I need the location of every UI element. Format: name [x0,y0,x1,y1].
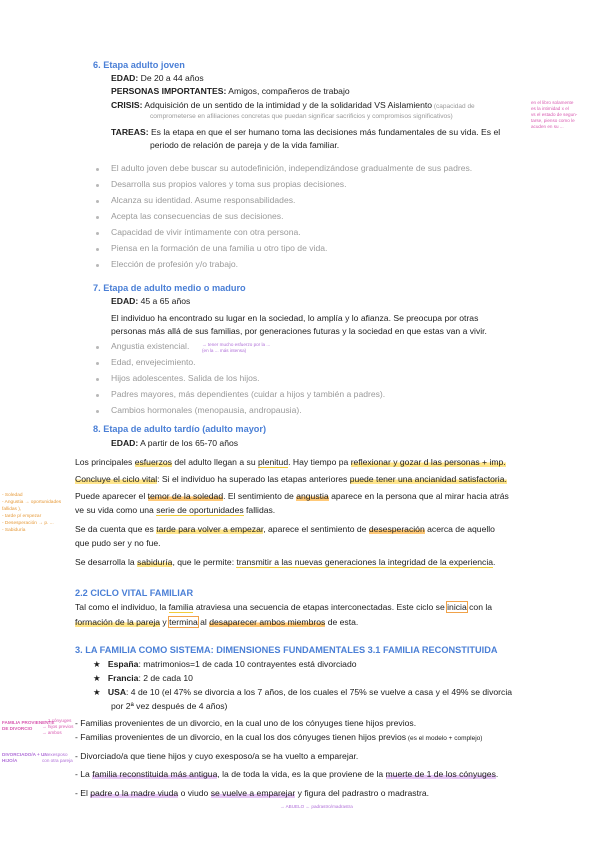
star-item-espana: ★ España: matrimonios=1 de cada 10 contrayentes está divorciado [93,659,357,669]
para-plenitud: Los principales esfuerzos del adulto llegan a su plenitud. Hay tiempo pa reflexionar y gozar d las personas + imp. [75,457,506,467]
para-desesperacion-cont: que pudo ser y no fue. [75,538,161,548]
familia-d1: - Familias provenientes de un divorcio, en la cual uno de los cónyuges tiene hijos previos. [75,718,417,728]
para-desesperacion: Se da cuenta que es tarde para volver a empezar, aparece el sentimiento de desesperación acerca de aquello [75,524,495,534]
left-note-divorciado: DIVORCIADO/A + UN HIJO/A [2,752,48,763]
list-item: Piensa en la formación de una familia u otro tipo de vida. [111,243,328,253]
para-soledad-cont: ve su vida como una serie de oportunidades fallidas. [75,505,276,515]
star-item-francia: ★ Francia: 2 de cada 10 [93,673,193,683]
familia-d5: - El padre o la madre viuda o viudo se vuelve a emparejar y figura del padrastro o madrastra. [75,788,429,798]
familia-title: 3. LA FAMILIA COMO SISTEMA: DIMENSIONES FUNDAMENTALES 3.1 FAMILIA RECONSTITUIDA [75,645,498,655]
s6-tareas: TAREAS: Es la etapa en que el ser humano toma las decisiones más fundamentales de su vida. Es el [111,127,501,137]
list-item: Acepta las consecuencias de sus decisiones. [111,211,284,221]
para-ciclo-vital: Concluye el ciclo vital: Si el individuo ha superado las etapas anteriores puede tener una ancianidad satisfactoria. [75,474,507,484]
usa-cont: por 2ª vez después de 4 años) [111,701,228,711]
s6-crisis: CRISIS: Adquisición de un sentido de la intimidad y de la solidaridad VS Aislamiento (capacidad de [111,100,475,110]
list-item: Padres mayores, más dependientes (cuidar a hijos y también a padres). [111,389,386,399]
ciclo-vital-p1: Tal como el individuo, la familia atraviesa una secuencia de etapas interconectadas. Este ciclo se inicia con la [75,602,493,612]
para-soledad: Puede aparecer el temor de la soledad. El sentimiento de angustia aparece en la persona que al mirar hacia atrás [75,491,509,501]
list-item: Desarrolla sus propios valores y toma sus propias decisiones. [111,179,347,189]
s6-margin-note: en el libro solamente es la intimidad x el vs el estado de segun- tarse, pienso como le acuden en su ... [531,100,578,129]
list-item: El adulto joven debe buscar su autodefinición, independizándose gradualmente de sus padres. [111,163,473,173]
para-sabiduria: Se desarrolla la sabiduría, que le permite: transmitir a las nuevas generaciones la integridad de la experiencia. [75,557,496,567]
ciclo-vital-title: 2.2 CICLO VITAL FAMILIAR [75,588,194,598]
left-note-familia-divorcio-detail: → 1 cónyuges → hijos previos → ambos [42,718,74,735]
s6-crisis-cont: comprometerse en afiliaciones concretas que puedan significar sacrificios y compromisos significativos) [150,113,453,120]
list-item: Elección de profesión y/o trabajo. [111,259,239,269]
s7-edad: EDAD: 45 a 65 años [111,296,191,306]
familia-d3: - Divorciado/a que tiene hijos y cuyo exesposo/a se ha vuelto a emparejar. [75,751,359,761]
familia-d2: - Familias provenientes de un divorcio, en la cual los dos cónyuges tienen hijos previos (es el modelo + complejo) [75,732,483,742]
list-item: Cambios hormonales (menopausia, andropausia). [111,405,302,415]
s6-personas: PERSONAS IMPORTANTES: Amigos, compañeros de trabajo [111,86,350,96]
list-item: Alcanza su identidad. Asume responsabilidades. [111,195,296,205]
familia-d4: - La familia reconstituida más antigua, la de toda la vida, es la que proviene de la muerte de 1 de los cónyuges. [75,769,499,779]
section-6-title: 6. Etapa adulto joven [93,60,185,70]
section-7-title: 7. Etapa de adulto medio o maduro [93,283,246,293]
s7-p1: El individuo ha encontrado su lugar en la sociedad, lo amplía y lo afianza. Se preocupa por otras [111,313,479,323]
section-8-title: 8. Etapa de adulto tardío (adulto mayor) [93,424,267,434]
s7-p2: personas más allá de sus familias, por generaciones futuras y la sociedad en que estas van a vivir. [111,326,487,336]
bottom-note-abuelo: → ABUELO ← padrastro/madrastra [280,804,353,809]
list-item: Hijos adolescentes. Salida de los hijos. [111,373,260,383]
left-note-familia-divorcio: FAMILIA PROVIENENTE DE DIVORCIO [2,720,55,731]
s6-tareas-cont: periodo de relación de pareja y de la vida familiar. [150,140,340,150]
list-item: Angustia existencial. [111,341,190,351]
star-item-usa: ★ USA: 4 de 10 (el 47% se divorcia a los 7 años, de los cuales el 75% se vuelve a casa y el 49% se divorcia [93,687,513,697]
left-margin-notes: - Soledad - Angustia → oportunidades fallidas ), - tarde p/ empezar - Desesperación → p. ... - Sabiduría [2,493,62,533]
left-note-divorciado-detail: → exesposo con otra pareja [42,752,73,763]
s8-edad: EDAD: A partir de los 65-70 años [111,438,239,448]
list-item: Edad, envejecimiento. [111,357,196,367]
ciclo-vital-p2: formación de la pareja y termina al desaparecer ambos miembros de esta. [75,617,359,627]
s7-angustia-note: → tener mucho esfuerzo por la ... (en la ... más intensa) [202,342,271,353]
s6-edad: EDAD: De 20 a 44 años [111,73,204,83]
list-item: Capacidad de vivir íntimamente con otra persona. [111,227,301,237]
